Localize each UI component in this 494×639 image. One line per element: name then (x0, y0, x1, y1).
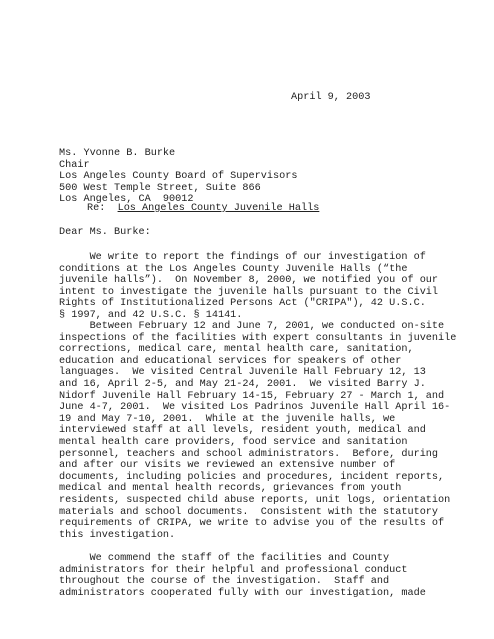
paragraph-line: We commend the staff of the facilities and County (59, 553, 390, 564)
paragraph-line: intent to investigate the juvenile halls pursuant to the Civil (59, 286, 439, 298)
paragraph-line: corrections, medical care, mental health care, sanitation, (59, 344, 414, 356)
paragraph-line: residents, suspected child abuse reports, unit logs, orientation (59, 494, 451, 506)
paragraph-line: materials and school documents. Consistent with the statutory (59, 506, 439, 518)
paragraph-line: throughout the course of the investigation. Staff and (59, 576, 390, 588)
recipient-address (59, 148, 297, 206)
paragraph-line: medical and mental health records, grievances from youth (59, 483, 402, 495)
re-subject: Los Angeles County Juvenile Halls (117, 203, 320, 214)
paragraph-3 (59, 553, 426, 599)
paragraph-line: interviewed staff at all levels, resident youth, medical and (59, 425, 426, 437)
paragraph-line: Between February 12 and June 7, 2001, we conducted on-site (59, 321, 445, 332)
paragraph-line: administrators cooperated fully with our investigation, made (59, 587, 426, 599)
paragraph-line: June 4-7, 2001. We visited Los Padrinos Juvenile Hall April 16- (59, 402, 451, 414)
paragraph-line: education and educational services for speakers of other (59, 355, 402, 367)
recipient-city: Los Angeles, CA 90012 (59, 194, 194, 206)
paragraph-line: this investigation. (59, 529, 176, 541)
paragraph-2 (59, 321, 456, 541)
recipient-street: 500 West Temple Street, Suite 866 (59, 182, 261, 194)
paragraph-line: administrators for their helpful and professional conduct (59, 564, 408, 576)
recipient-name: Ms. Yvonne B. Burke (59, 148, 176, 159)
paragraph-line: and 16, April 2-5, and May 21-24, 2001. We visited Barry J. (59, 378, 426, 390)
paragraph-line: documents, including policies and procedures, incident reports, (59, 471, 445, 483)
letter-date: April 9, 2003 (291, 92, 371, 103)
paragraph-line: juvenile halls”). On November 8, 2000, we notified you of our (59, 275, 439, 287)
paragraph-line: personnel, teachers and school administrators. Before, during (59, 448, 439, 460)
re-label: Re: (87, 203, 106, 214)
re-line (87, 203, 319, 215)
recipient-title: Chair (59, 159, 90, 171)
paragraph-line: Rights of Institutionalized Persons Act ("CRIPA"), 42 U.S.C. (59, 298, 426, 310)
paragraph-line: Nidorf Juvenile Hall February 14-15, February 27 - March 1, and (59, 390, 445, 402)
paragraph-line: and after our visits we reviewed an extensive number of (59, 460, 396, 472)
salutation: Dear Ms. Burke: (59, 227, 151, 238)
paragraph-line: conditions at the Los Angeles County Juvenile Halls (“the (59, 263, 408, 275)
paragraph-line: languages. We visited Central Juvenile Hall February 12, 13 (59, 367, 426, 379)
recipient-organization: Los Angeles County Board of Supervisors (59, 171, 298, 183)
paragraph-line: requirements of CRIPA, we write to advise you of the results of (59, 518, 445, 530)
paragraph-line: 19 and May 7-10, 2001. While at the juvenile halls, we (59, 413, 396, 425)
paragraph-1 (59, 252, 438, 322)
paragraph-line: mental health care providers, food service and sanitation (59, 436, 408, 448)
paragraph-line: We write to report the findings of our investigation of (59, 252, 426, 263)
paragraph-line: § 1997, and 42 U.S.C. § 14141. (59, 309, 243, 321)
paragraph-line: inspections of the facilities with expert consultants in juvenile (59, 332, 457, 344)
